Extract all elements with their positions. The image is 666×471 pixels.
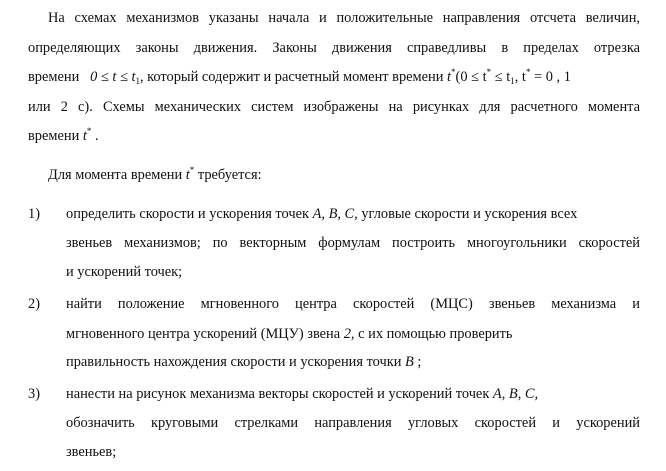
text-span: ; (413, 354, 422, 370)
text-span: с их помощью проверить (354, 326, 513, 342)
paragraph-1-line-2 (28, 39, 640, 57)
text-span: определить скорости и ускорения точек (66, 206, 313, 222)
text-span: На схемах механизмов указаны начала и положительные направления отсчета величин, (48, 10, 640, 26)
list-item-2-line-1 (66, 295, 640, 313)
text-span: нанести на рисунок механизма векторы скоростей и ускорений точек (66, 386, 493, 402)
subscript: 1 (510, 76, 515, 86)
text-span: звеньев; (66, 444, 117, 460)
paragraph-1-line-4 (28, 98, 640, 116)
paragraph-2 (48, 166, 262, 184)
text-span: определяющих законы движения. Законы движения справедливы в пределах отрезка (28, 40, 640, 56)
list-item-2-line-2 (66, 325, 640, 343)
text-span: времени (28, 128, 80, 144)
text-span: Для момента времени (48, 167, 183, 183)
list-item-1-line-1 (66, 205, 640, 223)
list-item-1-number: 1) (28, 206, 40, 222)
list-item-3-number: 3) (28, 386, 40, 402)
text-span: обозначить круговыми стрелками направления угловых скоростей и ускорений (66, 415, 640, 431)
superscript: * (525, 67, 531, 77)
text-span: найти положение мгновенного центра скоростей (МЦС) звеньев механизма и (66, 296, 640, 312)
formula: ≤ t (491, 69, 511, 85)
formula: A, B, C, (312, 206, 358, 222)
superscript: * (451, 67, 456, 77)
formula: 0 ≤ t ≤ t (90, 69, 136, 85)
superscript: * (86, 126, 92, 136)
text-span: и ускорений точек; (66, 264, 183, 280)
text-span: угловые скорости и ускорения всех (357, 206, 578, 222)
list-item-3-line-1 (66, 385, 640, 403)
text-span: времени (28, 69, 80, 85)
paragraph-1-line-3 (28, 68, 640, 86)
text-span: . (91, 128, 99, 144)
list-item-2-number: 2) (28, 296, 40, 312)
list-item-3-line-2 (66, 414, 640, 432)
formula: t (82, 128, 87, 144)
text-span: правильность нахождения скорости и ускорения точки (66, 354, 406, 370)
formula: (0 ≤ t (455, 69, 487, 85)
formula: t (185, 167, 190, 183)
paragraph-1-line-1 (48, 9, 640, 27)
paragraph-1-line-5 (28, 127, 99, 145)
text-span: требуется: (194, 167, 262, 183)
formula: A, B, C, (492, 386, 539, 402)
superscript: * (189, 165, 195, 175)
formula: , t (514, 69, 526, 85)
list-item-1-line-2 (66, 234, 640, 252)
formula: 2, (343, 326, 355, 342)
list-item-3-line-3 (66, 443, 116, 461)
text-span: мгновенного центра ускорений (МЦУ) звена (66, 326, 344, 342)
subscript: 1 (135, 76, 140, 86)
list-item-2-line-3 (66, 353, 421, 371)
formula: t (447, 69, 452, 85)
text-span: или 2 с). Схемы механических систем изображены на рисунках для расчетного момента (28, 99, 640, 115)
formula: = 0 , 1 (530, 69, 571, 85)
text-span: , который содержит и расчетный момент времени (139, 69, 444, 85)
superscript: * (486, 67, 492, 77)
formula: B (405, 354, 414, 370)
list-item-1-line-3 (66, 263, 182, 281)
text-span: звеньев механизмов; по векторным формулам построить многоугольники скоростей (66, 235, 640, 251)
